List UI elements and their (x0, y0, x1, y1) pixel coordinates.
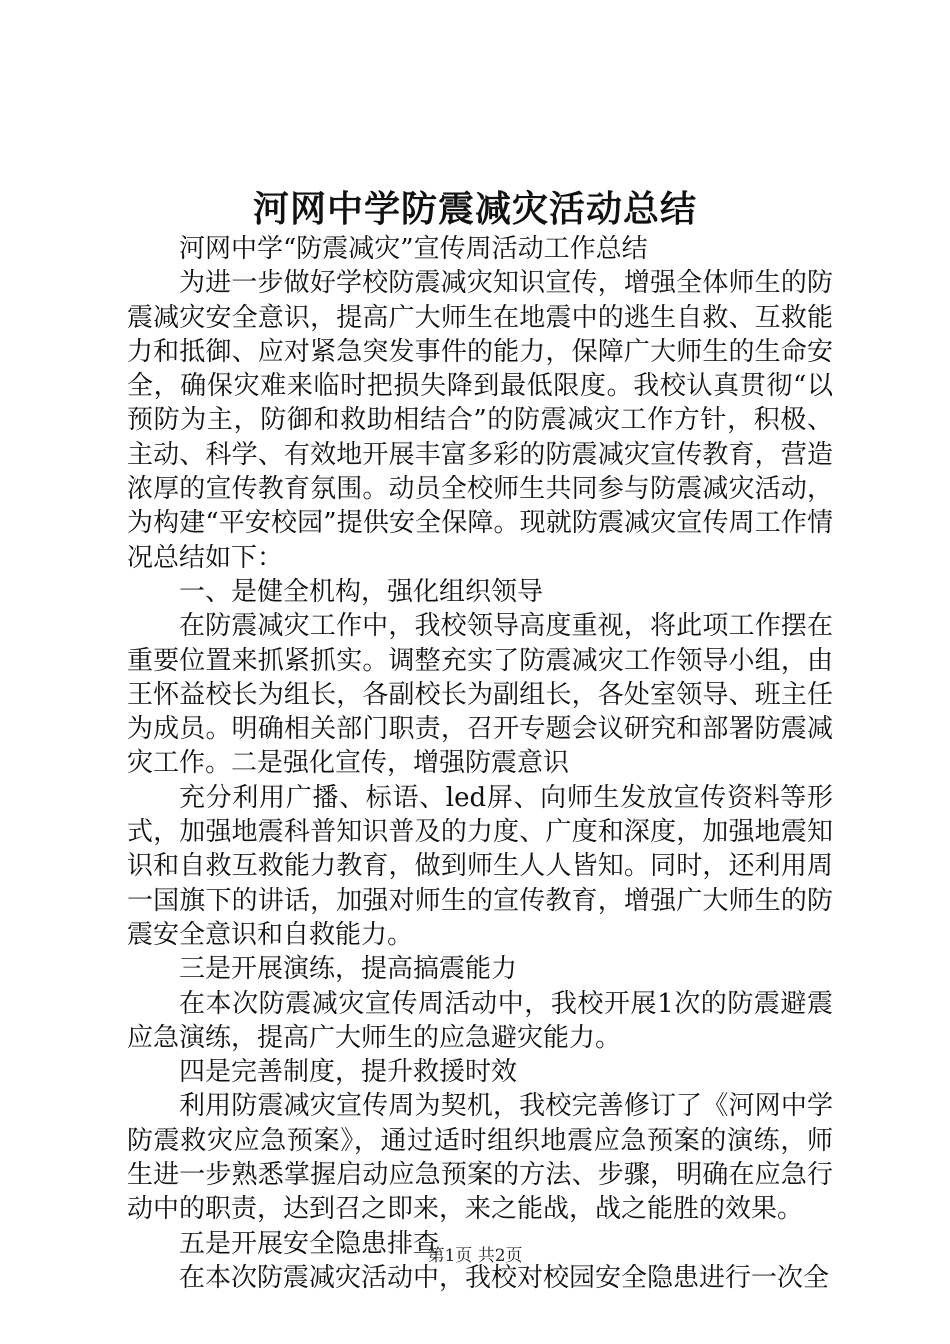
body-paragraph: 在防震减灾工作中，我校领导高度重视，将此项工作摆在重要位置来抓紧抓实。调整充实了防震减灾工作领导小组，由王怀益校长为组长，各副校长为副组长，各处室领导、班主任为成员。明确相关部门职责，召开专题会议研究和部署防震减灾工作。二是强化宣传，增强防震意识 (127, 611, 833, 779)
section-heading: 三是开展演练，提高搞震能力 (179, 954, 518, 985)
section-heading: 一、是健全机构，强化组织领导 (179, 576, 544, 607)
body-paragraph: 在本次防震减灾宣传周活动中，我校开展1次的防震避震应急演练，提高广大师生的应急避灾能力。 (127, 988, 833, 1053)
document-body (127, 232, 833, 1295)
subtitle-paragraph: 河网中学“防震减灾”宣传周活动工作总结 (179, 234, 648, 264)
body-paragraph: 为进一步做好学校防震减灾知识宣传，增强全体师生的防震减灾安全意识，提高广大师生在地震中的逃生自救、互救能力和抵御、应对紧急突发事件的能力，保障广大师生的生命安全，确保灾难来临时把损失降到最低限度。我校认真贯彻“以预防为主，防御和救助相结合”的防震减灾工作方针，积极、主动、科学、有效地开展丰富多彩的防震减灾宣传教育，营造浓厚的宣传教育氛围。动员全校师生共同参与防震减灾活动，为构建“平安校园”提供安全保障。现就防震减灾宣传周工作情况总结如下： (127, 268, 833, 573)
body-paragraph: 利用防震减灾宣传周为契机，我校完善修订了《河网中学防震救灾应急预案》，通过适时组织地震应急预案的演练，师生进一步熟悉掌握启动应急预案的方法、步骤，明确在应急行动中的职责，达到召之即来，来之能战，战之能胜的效果。 (127, 1091, 833, 1225)
body-paragraph: 在本次防震减灾活动中，我校对校园安全隐患进行一次全 (179, 1262, 830, 1293)
body-paragraph: 充分利用广播、标语、led屏、向师生发放宣传资料等形式，加强地震科普知识普及的力度、广度和深度，加强地震知识和自救互救能力教育，做到师生人人皆知。同时，还利用周一国旗下的讲话，加强对师生的宣传教育，增强广大师生的防震安全意识和自救能力。 (127, 782, 833, 950)
section-heading: 四是完善制度，提升救援时效 (179, 1057, 518, 1088)
page-footer: 第1页 共2页 (427, 1246, 523, 1266)
section-heading: 五是开展安全隐患排查 (179, 1228, 440, 1259)
document-title: 河网中学防震减灾活动总结 (252, 188, 697, 230)
